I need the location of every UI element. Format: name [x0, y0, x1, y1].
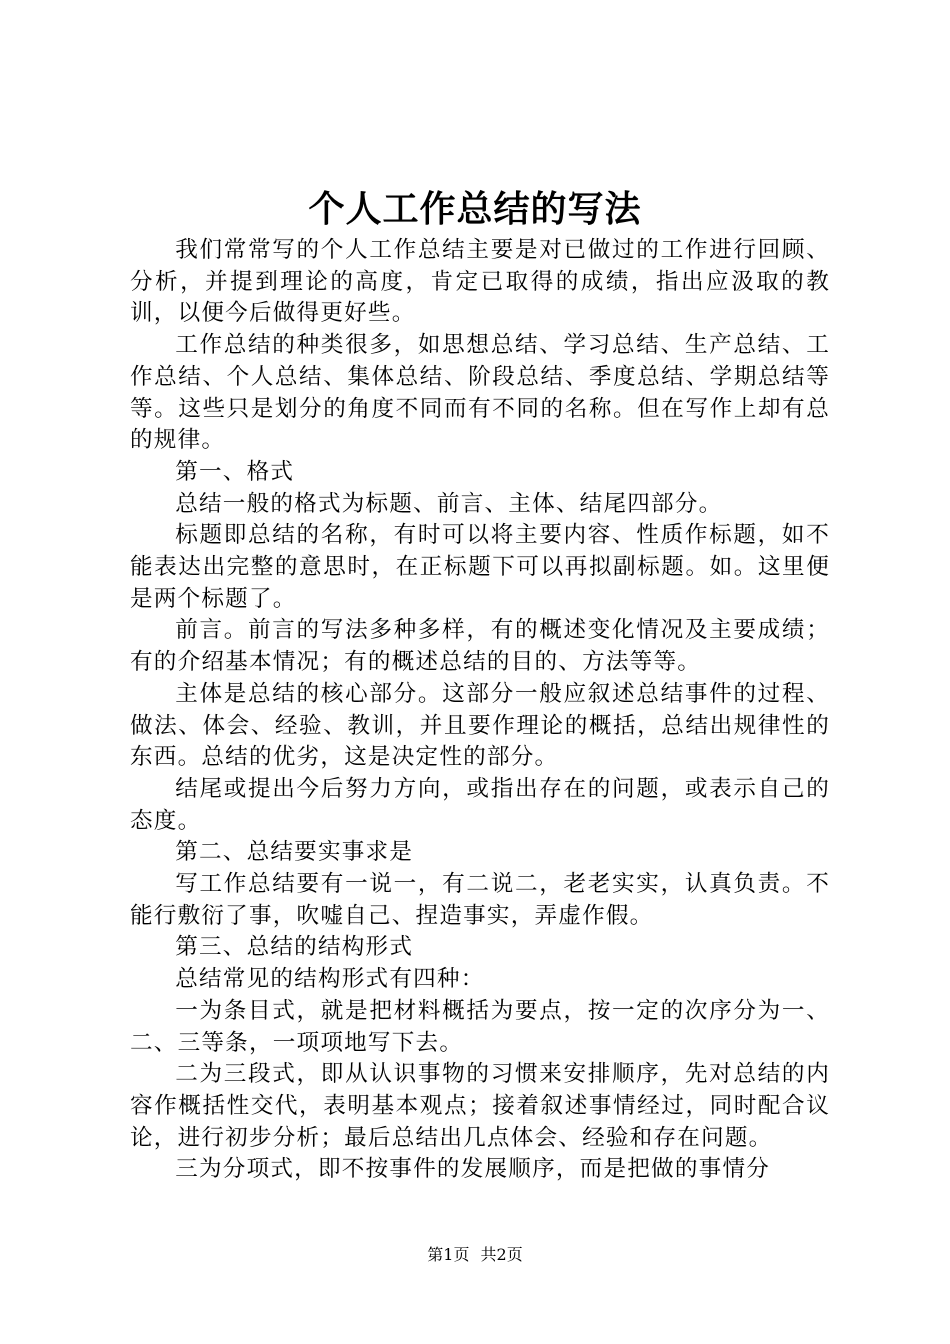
section-heading: 第二、总结要实事求是	[175, 839, 414, 866]
section-heading: 第三、总结的结构形式	[175, 934, 414, 961]
paragraph: 一为条目式，就是把材料概括为要点，按一定的次序分为一、二、三等条，一项项地写下去。	[130, 997, 830, 1056]
document-title: 个人工作总结的写法	[308, 188, 642, 230]
paragraph: 工作总结的种类很多，如思想总结、学习总结、生产总结、工作总结、个人总结、集体总结、阶段总结、季度总结、学期总结等等。这些只是划分的角度不同而有不同的名称。但在写作上却有总的规律。	[130, 332, 830, 454]
paragraph: 写工作总结要有一说一，有二说二，老老实实，认真负责。不能行敷衍了事，吹嘘自己、捏造事实，弄虚作假。	[130, 871, 830, 929]
paragraph: 二为三段式，即从认识事物的习惯来安排顺序，先对总结的内容作概括性交代，表明基本观点；接着叙述事情经过，同时配合议论，进行初步分析；最后总结出几点体会、经验和存在问题。	[130, 1061, 830, 1151]
section-heading: 第一、格式	[175, 458, 295, 485]
page-number: 第1页	[427, 1245, 470, 1264]
page-footer	[0, 1244, 950, 1266]
paragraph: 总结常见的结构形式有四种：	[175, 966, 485, 993]
paragraph: 标题即总结的名称，有时可以将主要内容、性质作标题，如不能表达出完整的意思时，在正标题下可以再拟副标题。如。这里便是两个标题了。	[130, 522, 830, 612]
paragraph: 总结一般的格式为标题、前言、主体、结尾四部分。	[175, 490, 723, 517]
paragraph: 结尾或提出今后努力方向，或指出存在的问题，或表示自己的态度。	[130, 775, 830, 834]
paragraph: 三为分项式，即不按事件的发展顺序，而是把做的事情分	[175, 1156, 771, 1183]
paragraph: 前言。前言的写法多种多样，有的概述变化情况及主要成绩；有的介绍基本情况；有的概述总结的目的、方法等等。	[130, 617, 830, 676]
paragraph: 主体是总结的核心部分。这部分一般应叙述总结事件的过程、做法、体会、经验、教训，并且要作理论的概括，总结出规律性的东西。总结的优劣，这是决定性的部分。	[130, 680, 830, 771]
document-body	[130, 235, 830, 1186]
page-total: 共2页	[480, 1245, 523, 1264]
paragraph: 我们常常写的个人工作总结主要是对已做过的工作进行回顾、分析，并提到理论的高度，肯定已取得的成绩，指出应汲取的教训，以便今后做得更好些。	[130, 237, 830, 327]
